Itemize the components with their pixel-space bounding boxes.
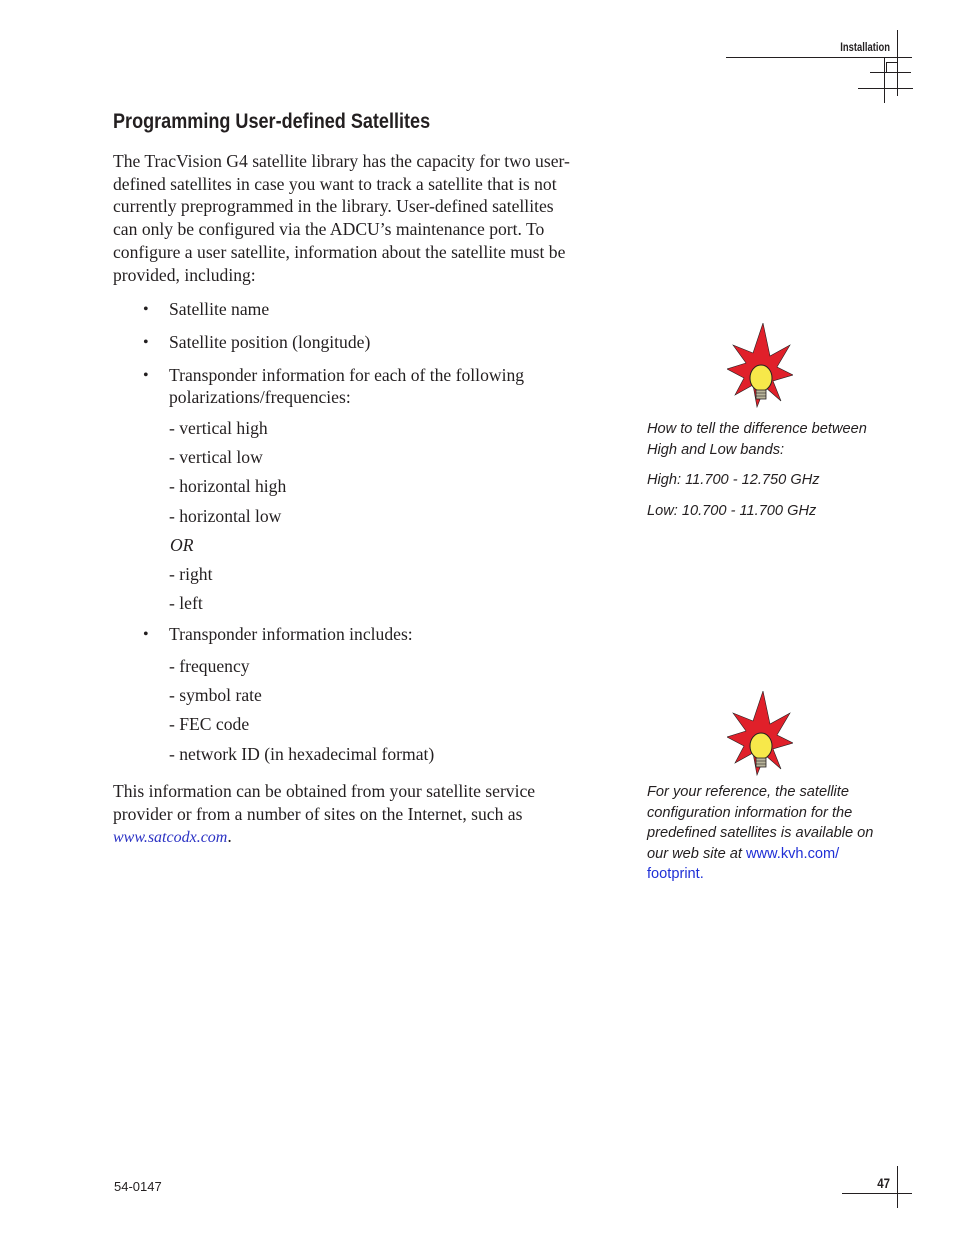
intro-line: defined satellites in case you want to track a satellite that is not bbox=[113, 173, 557, 194]
transponder-field-item: - network ID (in hexadecimal format) bbox=[169, 744, 435, 764]
tip-period: . bbox=[699, 866, 704, 882]
circular-item: - right bbox=[169, 564, 213, 584]
satcodx-link[interactable]: www.satcodx.com bbox=[113, 829, 228, 847]
page-number: 47 bbox=[877, 1176, 890, 1191]
lightbulb-tip-icon bbox=[727, 691, 793, 777]
bullet-item: Transponder information for each of the following polarizations/frequencies: bbox=[169, 365, 525, 407]
tip-line: For your reference, the satellite bbox=[647, 784, 849, 800]
transponder-field-item: - symbol rate bbox=[169, 685, 262, 705]
bullet-symbol: • bbox=[143, 301, 149, 318]
document-code: 54-0147 bbox=[114, 1179, 162, 1194]
high-band-range: High: 11.700 - 12.750 GHz bbox=[647, 472, 820, 488]
closing-period: . bbox=[227, 826, 232, 847]
bullet-item: Transponder information includes: bbox=[169, 624, 413, 644]
bullet-item: Satellite name bbox=[169, 299, 270, 319]
kvh-footprint-link[interactable]: www.kvh.com/ bbox=[745, 845, 840, 862]
page-title: Programming User-defined Satellites bbox=[113, 110, 431, 133]
or-label: OR bbox=[170, 535, 194, 555]
polarization-item: - horizontal high bbox=[169, 476, 287, 496]
bullet-symbol: • bbox=[143, 626, 149, 643]
intro-line: configure a user satellite, information about the satellite must be bbox=[113, 241, 566, 262]
transponder-field-item: - frequency bbox=[169, 656, 250, 676]
tip-note-bands bbox=[647, 419, 897, 521]
intro-line: currently preprogrammed in the library. User-defined satellites bbox=[113, 196, 554, 217]
intro-line: The TracVision G4 satellite library has the capacity for two user- bbox=[113, 151, 570, 171]
lightbulb-tip-icon bbox=[727, 323, 793, 409]
tip-line: How to tell the difference between bbox=[647, 421, 867, 437]
low-band-range: Low: 10.700 - 11.700 GHz bbox=[647, 502, 817, 519]
tip-note-reference bbox=[647, 782, 897, 885]
intro-line: provided, including: bbox=[113, 264, 256, 285]
bullet-symbol: • bbox=[143, 334, 149, 351]
tip-line bbox=[647, 864, 897, 885]
tip-line bbox=[647, 844, 897, 865]
bullet-symbol: • bbox=[143, 367, 149, 384]
polarization-item: - horizontal low bbox=[169, 506, 282, 526]
bullet-item: Satellite position (longitude) bbox=[169, 332, 371, 352]
closing-line: This information can be obtained from your satellite service bbox=[113, 781, 536, 801]
running-header: Installation bbox=[840, 42, 890, 54]
kvh-footprint-link-cont[interactable]: footprint bbox=[647, 866, 700, 882]
tip-line-text: our web site at bbox=[647, 845, 746, 862]
intro-line: can only be configured via the ADCU’s maintenance port. To bbox=[113, 219, 545, 240]
transponder-field-item: - FEC code bbox=[169, 714, 250, 734]
tip-line: predefined satellites is available on bbox=[647, 825, 874, 841]
polarization-item: - vertical low bbox=[169, 447, 263, 467]
closing-line bbox=[113, 825, 633, 850]
polarization-item: - vertical high bbox=[169, 418, 268, 438]
intro-paragraph bbox=[113, 150, 613, 286]
tip-line: High and Low bands: bbox=[647, 441, 785, 458]
closing-line: provider or from a number of sites on the Internet, such as bbox=[113, 803, 523, 824]
tip-line: configuration information for the bbox=[647, 804, 853, 821]
closing-paragraph bbox=[113, 780, 633, 850]
circular-item: - left bbox=[169, 593, 203, 613]
